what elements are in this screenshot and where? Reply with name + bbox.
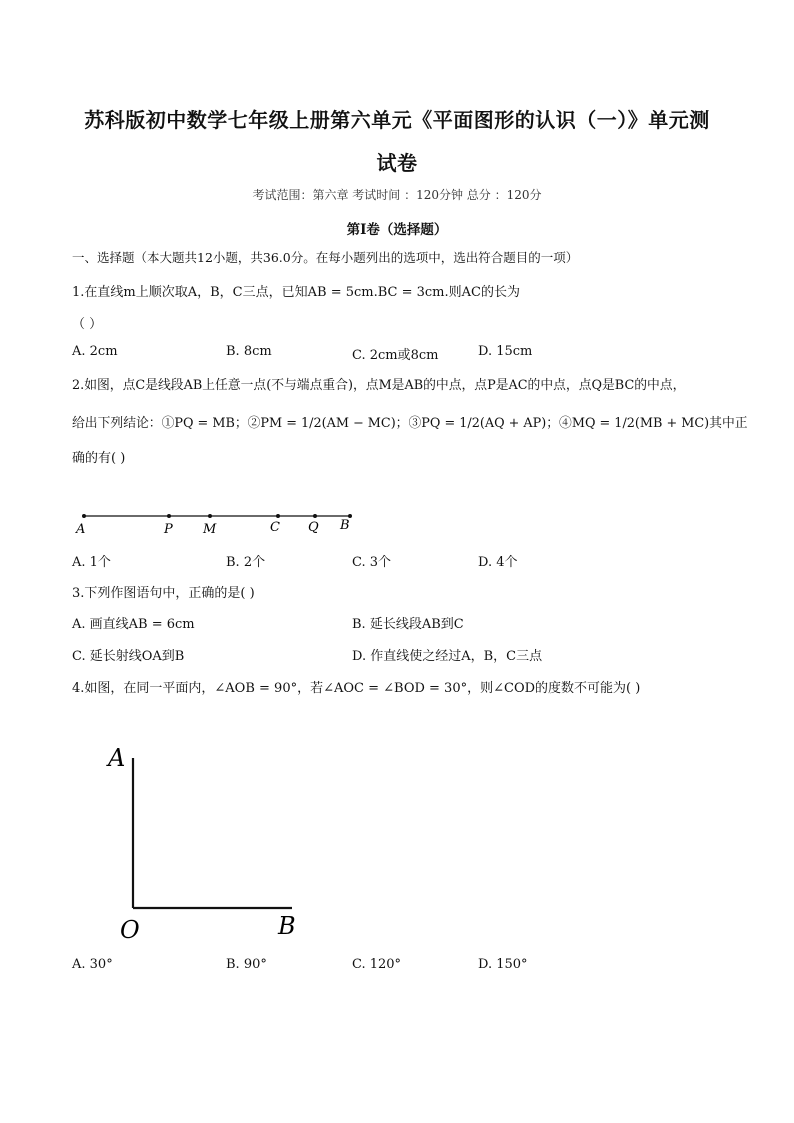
angle-label-b: B	[278, 912, 296, 940]
q1-option-b[interactable]: B. 8cm	[226, 344, 272, 359]
angle-label-o: O	[120, 916, 140, 944]
q1-stem-line1: 1.在直线m上顺次取A，B，C三点，已知AB = 5cm.BC = 3cm.则AC的长为	[72, 285, 520, 300]
q2-segment-figure	[70, 505, 370, 540]
q2-stem-line3: 确的有( )	[72, 451, 126, 466]
q2-option-d[interactable]: D. 4个	[478, 555, 518, 570]
q1-option-a[interactable]: A. 2cm	[72, 344, 118, 359]
q1-option-c[interactable]: C. 2cm或8cm	[352, 348, 439, 363]
q3-stem: 3.下列作图语句中，正确的是( )	[72, 586, 255, 601]
q4-option-d[interactable]: D. 150°	[478, 957, 528, 972]
document-title-line2: 试卷	[376, 151, 418, 175]
document-title-line1: 苏科版初中数学七年级上册第六单元《平面图形的认识（一）》单元测	[84, 108, 710, 132]
q1-option-d[interactable]: D. 15cm	[478, 344, 533, 359]
q2-stem-line2: 给出下列结论：①PQ = MB；②PM = 1/2(AM − MC)；③PQ = 1/2(AQ + AP)；④MQ = 1/2(MB + MC)其中正	[72, 416, 748, 431]
q2-option-a[interactable]: A. 1个	[72, 555, 111, 570]
point-label-q: Q	[308, 520, 319, 535]
point-label-m: M	[203, 522, 217, 537]
section-heading: 一、选择题（本大题共12小题，共36.0分。在每小题列出的选项中，选出符合题目的一项）	[72, 250, 579, 265]
q1-stem-line2: （ ）	[72, 317, 103, 332]
q2-option-c[interactable]: C. 3个	[352, 555, 392, 570]
q3-option-c[interactable]: C. 延长射线OA到B	[72, 649, 185, 664]
q4-angle-figure	[100, 740, 320, 945]
q2-option-b[interactable]: B. 2个	[226, 555, 266, 570]
point-label-a: A	[76, 522, 86, 537]
angle-label-a: A	[108, 744, 126, 772]
point-label-c: C	[270, 520, 280, 535]
q3-option-a[interactable]: A. 画直线AB = 6cm	[72, 617, 195, 632]
q4-option-c[interactable]: C. 120°	[352, 957, 402, 972]
exam-info: 考试范围：第六章 考试时间 ：120分钟 总分 ：120分	[252, 188, 542, 202]
q3-option-b[interactable]: B. 延长线段AB到C	[352, 617, 464, 632]
point-label-p: P	[164, 522, 173, 537]
q3-option-d[interactable]: D. 作直线使之经过A，B，C三点	[352, 649, 543, 664]
part-title: 第I卷（选择题）	[346, 222, 448, 238]
point-label-b: B	[340, 518, 350, 533]
q2-stem-line1: 2.如图，点C是线段AB上任意一点(不与端点重合)，点M是AB的中点，点P是AC的中点，点Q是BC的中点，	[72, 378, 686, 393]
q4-option-a[interactable]: A. 30°	[72, 957, 113, 972]
q4-option-b[interactable]: B. 90°	[226, 957, 267, 972]
q4-stem: 4.如图，在同一平面内，∠AOB = 90°，若∠AOC = ∠BOD = 30°，则∠COD的度数不可能为( )	[72, 681, 641, 696]
